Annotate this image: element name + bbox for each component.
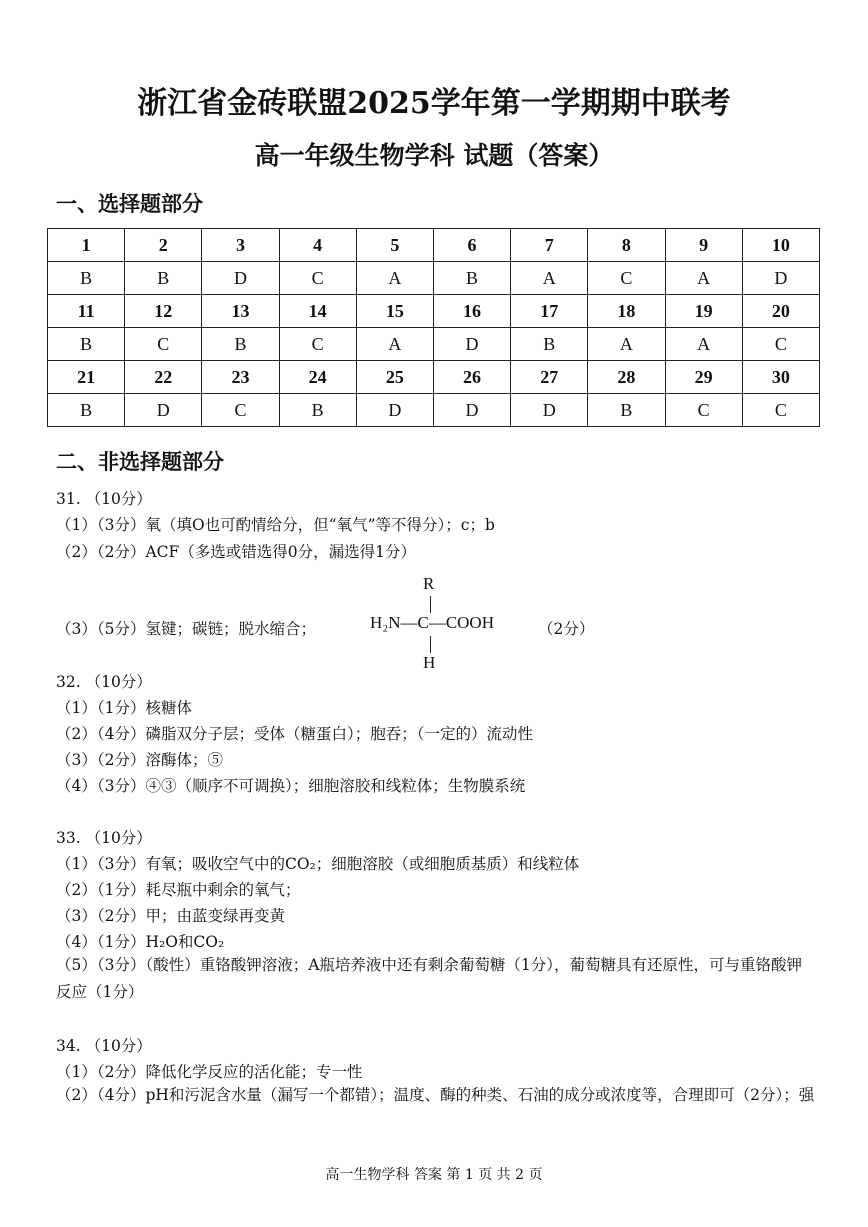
question-number-cell: 4 [279,229,356,262]
question-number-cell: 20 [742,295,819,328]
question-number-cell: 13 [202,295,279,328]
question-number-row [48,229,820,262]
section-heading-open: 二、非选择题部分 [56,449,224,474]
question-number-cell: 23 [202,361,279,394]
answer-cell: A [511,262,588,295]
question-number-cell: 16 [433,295,510,328]
answer-cell: B [202,328,279,361]
q31-answer-2: （2）（2分）ACF（多选或错选得0分，漏选得1分） [56,543,417,561]
answer-cell: B [279,394,356,427]
q34-heading: 34. （10分） [56,1037,152,1055]
answer-cell: B [511,328,588,361]
answer-cell: C [742,328,819,361]
answer-cell: A [356,328,433,361]
page-subtitle: 高一年级生物学科 试题（答案） [254,141,614,170]
question-number-cell: 2 [125,229,202,262]
answer-cell: C [279,262,356,295]
q32-answer-4: （4）（3分）④③（顺序不可调换）；细胞溶胶和线粒体；生物膜系统 [56,777,526,795]
mol-backbone: H₂N—C—COOH [370,613,494,632]
answer-cell: A [588,328,665,361]
q34-answer-2: （2）（4分）pH和污泥含水量（漏写一个都错）；温度、酶的种类、石油的成分或浓度等，合理即可（2分）；强 [56,1086,815,1104]
question-number-cell: 29 [665,361,742,394]
q32-answer-3: （3）（2分）溶酶体；⑤ [56,751,223,769]
question-number-cell: 27 [511,361,588,394]
answer-cell: D [433,328,510,361]
question-number-cell: 22 [125,361,202,394]
question-number-cell: 19 [665,295,742,328]
answer-row [48,394,820,427]
question-number-cell: 24 [279,361,356,394]
page-title: 浙江省金砖联盟2025学年第一学期期中联考 [137,86,731,121]
answer-cell: B [588,394,665,427]
q31-heading: 31. （10分） [56,490,152,508]
q33-answer-2: （2）（1分）耗尽瓶中剩余的氧气； [56,881,301,899]
answer-cell: D [433,394,510,427]
section-heading-mcq: 一、选择题部分 [56,191,203,216]
question-number-cell: 8 [588,229,665,262]
answer-cell: D [125,394,202,427]
answer-cell: A [665,262,742,295]
answer-cell: B [48,262,125,295]
question-number-cell: 14 [279,295,356,328]
page-footer: 高一生物学科 答案 第 1 页 共 2 页 [325,1167,543,1183]
question-number-cell: 30 [742,361,819,394]
question-number-cell: 9 [665,229,742,262]
question-number-cell: 21 [48,361,125,394]
answer-cell: D [742,262,819,295]
answer-cell: D [202,262,279,295]
q34-answer-1: （1）（2分）降低化学反应的活化能；专一性 [56,1063,363,1081]
q33-answer-4: （4）（1分）H₂O和CO₂ [56,933,225,951]
question-number-cell: 12 [125,295,202,328]
q32-heading: 32. （10分） [56,673,152,691]
answer-cell: B [48,328,125,361]
q33-answer-3: （3）（2分）甲；由蓝变绿再变黄 [56,907,285,925]
answer-cell: A [665,328,742,361]
question-number-cell: 18 [588,295,665,328]
answer-cell: C [279,328,356,361]
answer-table [47,228,820,427]
question-number-cell: 5 [356,229,433,262]
answer-cell: C [588,262,665,295]
answer-cell: C [202,394,279,427]
question-number-cell: 6 [433,229,510,262]
question-number-cell: 7 [511,229,588,262]
question-number-cell: 10 [742,229,819,262]
q32-answer-1: （1）（1分）核糖体 [56,699,192,717]
answer-cell: B [433,262,510,295]
answer-cell: A [356,262,433,295]
question-number-cell: 26 [433,361,510,394]
q31-answer-1: （1）（3分）氧（填O也可酌情给分，但“氧气”等不得分）；c；b [56,516,495,534]
question-number-cell: 15 [356,295,433,328]
answer-cell: D [356,394,433,427]
q33-heading: 33. （10分） [56,829,152,847]
q32-answer-2: （2）（4分）磷脂双分子层；受体（糖蛋白）；胞吞；（一定的）流动性 [56,725,533,743]
question-number-cell: 3 [202,229,279,262]
question-number-row [48,361,820,394]
question-number-cell: 28 [588,361,665,394]
answer-cell: C [125,328,202,361]
q33-answer-5: （5）（3分）（酸性）重铬酸钾溶液；A瓶培养液中还有剩余葡萄糖（1分），葡萄糖具有还原性，可与重铬酸钾反应（1分） [56,956,803,1001]
question-number-cell: 25 [356,361,433,394]
question-number-row [48,295,820,328]
answer-cell: B [48,394,125,427]
answer-row [48,262,820,295]
q31-answer-3: （3）（5分）氢键；碳链；脱水缩合； [56,620,316,638]
answer-cell: B [125,262,202,295]
question-number-cell: 11 [48,295,125,328]
answer-cell: D [511,394,588,427]
q33-answer-1: （1）（3分）有氧；吸收空气中的CO₂；细胞溶胶（或细胞质基质）和线粒体 [56,855,580,873]
answer-cell: C [665,394,742,427]
mol-r-group: R [423,574,435,593]
q31-score-note: （2分） [538,620,595,638]
answer-row [48,328,820,361]
mol-h: H [423,653,436,672]
answer-cell: C [742,394,819,427]
question-number-cell: 17 [511,295,588,328]
question-number-cell: 1 [48,229,125,262]
